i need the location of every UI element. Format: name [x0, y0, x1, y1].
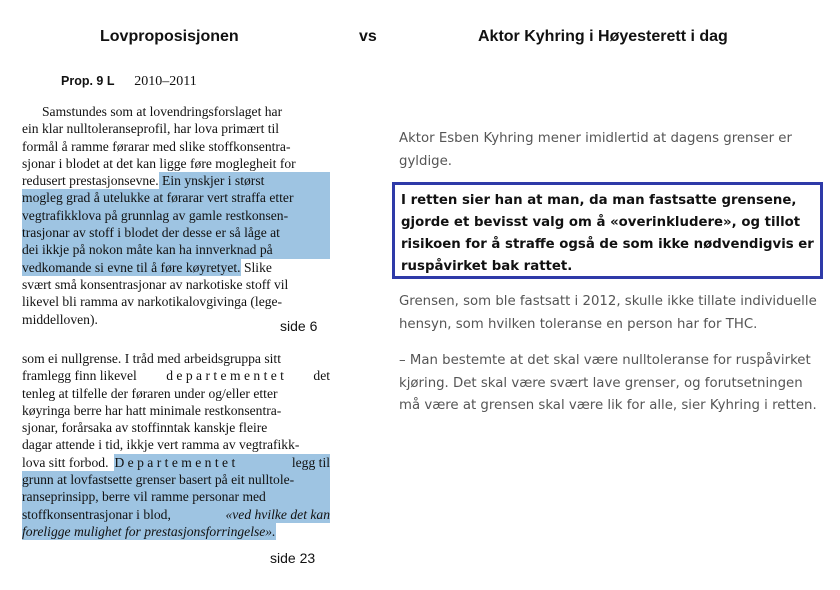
excerpt-page-6 — [22, 103, 330, 328]
highlighted-line: trasjonar av stoff i blodet der desse er så låge at — [22, 224, 330, 241]
proposition-reference — [61, 73, 197, 90]
right-heading: Aktor Kyhring i Høyesterett i dag — [478, 28, 728, 45]
text-line: redusert prestasjonsevne. Ein ynskjer i størst — [22, 172, 330, 189]
highlighted-line — [22, 523, 330, 540]
highlighted-line: stoffkonsentrasjonar i blod, «ved hvilke det kan — [22, 506, 330, 522]
highlight: Ein ynskjer i størst — [159, 172, 330, 189]
text-line: Samstundes som at lovendringsforslaget har — [42, 104, 283, 119]
text-line: ein klar nulltoleranseprofil, har lova primært til — [22, 121, 280, 137]
text-line: sjonar, forårsaka av stoffinntak kanskje fleire — [22, 420, 268, 436]
highlight: D e p a r t e m e n t e t legg til — [114, 454, 330, 470]
highlighted-line: ranseprinsipp, berre vil ramme personar med — [22, 488, 330, 505]
text-line: svært små konsentrasjonar av narkotiske stoff vil — [22, 276, 289, 292]
highlighted-quote: I retten sier han at man, da man fastsatte grensene, gjorde et bevisst valg om å «overinkludere», og tillot risikoen for å straffe også de som ikke nødvendigvis er ruspåvirket bak rattet. — [401, 193, 814, 274]
article-paragraph-1: Aktor Esben Kyhring mener imidlertid at dagens grenser er gyldige. — [399, 131, 792, 169]
versus-label: vs — [359, 28, 377, 45]
text-line: middelloven). — [22, 311, 98, 327]
highlighted-line: grunn at lovfastsette grenser basert på eit nulltole- — [22, 471, 330, 488]
text-line: tenleg at tilfelle der føraren under og/eller etter — [22, 385, 278, 401]
highlighted-line: vegtrafikklova på grunnlag av gamle restkonsen- — [22, 207, 330, 224]
page-number-23: side 23 — [270, 550, 316, 566]
article-paragraph-3: – Man bestemte at det skal være nulltoleranse for ruspåvirket kjøring. Det skal være svært lave grenser, og forutsetningen må være at grensen skal være lik for alle, sier Kyhring i retten. — [399, 353, 817, 413]
highlighted-quote-box — [392, 182, 823, 279]
text-line: køyringa berre har hatt minimale restkonsentra- — [22, 402, 282, 418]
highlighted-line: dei ikkje på nokon måte kan ha innverknad på — [22, 241, 330, 258]
text-line: som ei nullgrense. I tråd med arbeidsgruppa sitt — [22, 351, 281, 366]
highlight: foreligge mulighet for prestasjonsforringelse». — [22, 523, 276, 539]
text-line: formål å ramme førarar med slike stoffkonsentra- — [22, 138, 291, 154]
left-heading: Lovproposisjonen — [100, 28, 239, 45]
page-number-6: side 6 — [280, 318, 318, 334]
text-line: framlegg finn likevel d e p a r t e m e n t e t det — [22, 368, 330, 384]
highlight: vedkomande si evne til å føre køyretyet. — [22, 259, 241, 275]
excerpt-page-23 — [22, 350, 330, 540]
text-line: vedkomande si evne til å føre køyretyet. Slike — [22, 259, 272, 275]
highlighted-line: mogleg grad å utelukke at førarar vert straffa etter — [22, 189, 330, 206]
text-line: sjonar i blodet at det kan ligge føre moglegheit for — [22, 155, 296, 171]
text-line: dagar attende i tid, ikkje vert ramma av vegtrafikk- — [22, 437, 300, 453]
proposition-years: 2010–2011 — [134, 74, 197, 89]
article-paragraph-2: Grensen, som ble fastsatt i 2012, skulle ikke tillate individuelle hensyn, som hvilken toleranse en person har for THC. — [399, 294, 817, 332]
proposition-label: Prop. 9 L — [61, 74, 115, 88]
text-line: likevel bli ramma av narkotikalovgivinga (lege- — [22, 294, 283, 310]
text-line: lova sitt forbod. D e p a r t e m e n t e t legg til — [22, 454, 330, 470]
